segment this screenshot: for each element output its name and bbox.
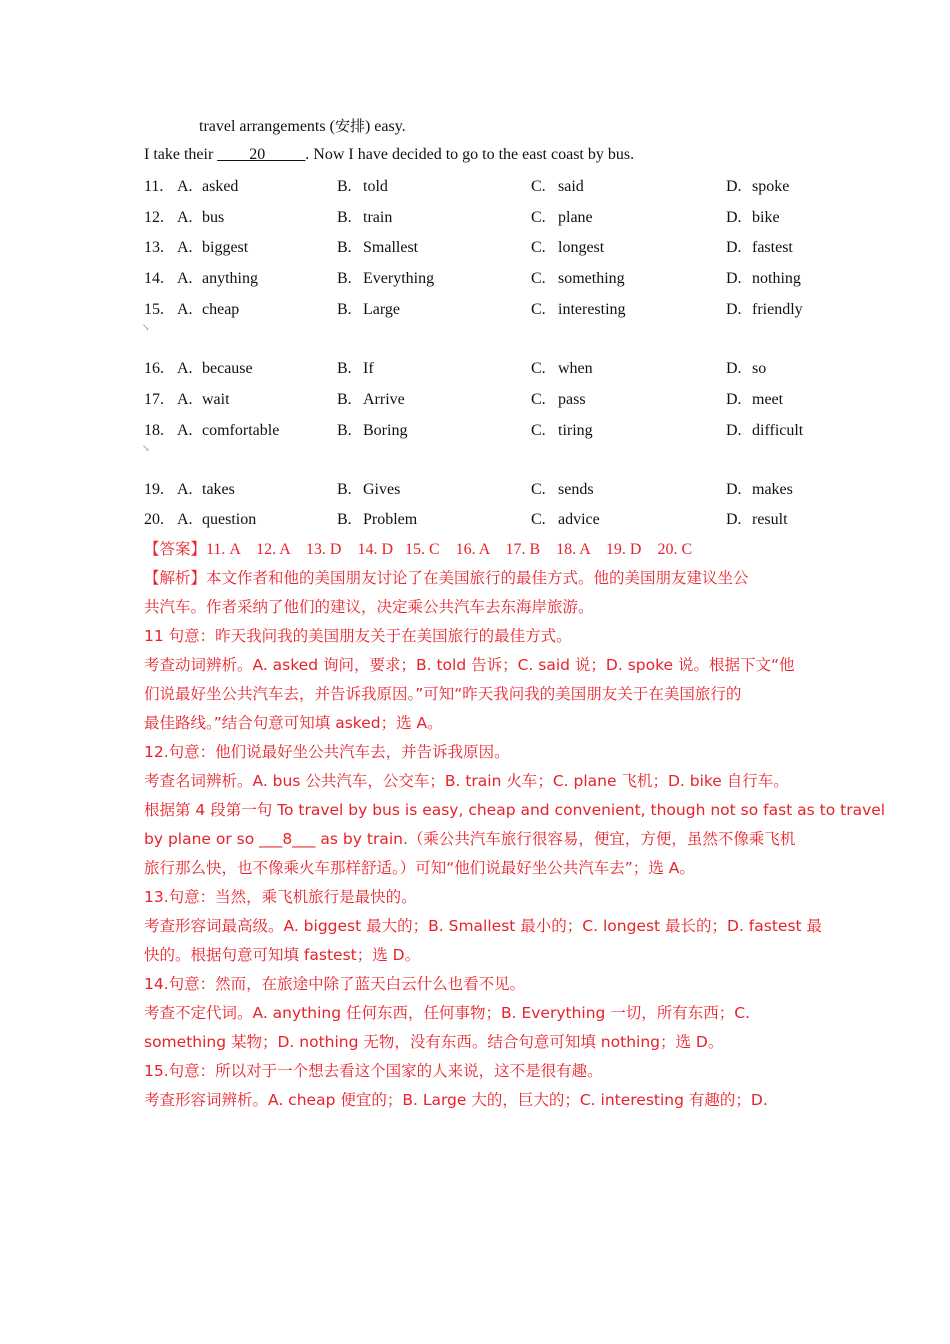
q14-analysis: something 某物；D. nothing 无物，没有东西。结合句意可知填 nothing；选 D。	[144, 1033, 724, 1051]
option-label-a: A.	[177, 511, 193, 528]
passage-text: I take their	[144, 146, 218, 163]
option-label-c: C.	[531, 511, 546, 528]
question-number: 13.	[144, 239, 164, 256]
option-d: spoke	[752, 178, 790, 195]
option-label-a: A.	[177, 270, 193, 287]
q11-analysis: 考查动词辨析。A. asked 询问，要求；B. told 告诉；C. said 说；D. spoke 说。根据下文“他	[144, 656, 795, 674]
passage-text: ) easy.	[364, 118, 406, 135]
q15-meaning: 15.句意：所以对于一个想去看这个国家的人来说，这不是很有趣。	[144, 1062, 603, 1080]
q12-analysis: 根据第 4 段第一句 To travel by bus is easy, cheap and convenient, though not so fast as to travel	[144, 801, 886, 819]
option-label-d: D.	[726, 178, 742, 195]
option-d: nothing	[752, 270, 801, 287]
q12-analysis: 旅行那么快，也不像乘火车那样舒适。）可知“他们说最好坐公共汽车去”；选 A。	[144, 859, 695, 877]
question-row	[144, 299, 844, 321]
option-label-b: B.	[337, 481, 352, 498]
question-row	[144, 479, 844, 501]
option-label-c: C.	[531, 422, 546, 439]
option-label-b: B.	[337, 209, 352, 226]
option-label-a: A.	[177, 209, 193, 226]
option-a: bus	[202, 209, 225, 226]
option-b: Boring	[363, 422, 408, 439]
option-label-b: B.	[337, 178, 352, 195]
option-label-b: B.	[337, 270, 352, 287]
option-d: result	[752, 511, 788, 528]
option-a: asked	[202, 178, 239, 195]
option-label-a: A.	[177, 239, 193, 256]
option-c: something	[558, 270, 625, 287]
option-a: wait	[202, 391, 230, 408]
option-label-b: B.	[337, 239, 352, 256]
option-label-d: D.	[726, 481, 742, 498]
blank-20: ____20_____	[217, 146, 306, 163]
option-label-d: D.	[726, 511, 742, 528]
option-label-b: B.	[337, 422, 352, 439]
q11-analysis: 们说最好坐公共汽车去，并告诉我原因。”可知“昨天我问我的美国朋友关于在美国旅行的	[144, 685, 742, 703]
option-label-c: C.	[531, 239, 546, 256]
option-a: comfortable	[202, 422, 280, 439]
passage-line-2	[144, 145, 634, 165]
option-label-c: C.	[531, 301, 546, 318]
question-row	[144, 509, 844, 531]
analysis-tag: 【解析】	[144, 569, 207, 587]
option-c: tiring	[558, 422, 593, 439]
option-d: bike	[752, 209, 780, 226]
option-c: sends	[558, 481, 594, 498]
option-b: Smallest	[363, 239, 419, 256]
option-d: makes	[752, 481, 793, 498]
passage-line-1	[199, 116, 406, 137]
option-c: interesting	[558, 301, 626, 318]
passage-text: travel arrangements (	[199, 118, 335, 135]
q14-meaning: 14.句意：然而，在旅途中除了蓝天白云什么也看不见。	[144, 975, 526, 993]
question-row	[144, 358, 844, 380]
option-c: longest	[558, 239, 605, 256]
passage-text-cn: 安排	[334, 117, 365, 135]
q11-analysis: 最佳路线。”结合句意可知填 asked；选 A。	[144, 714, 443, 732]
question-number: 15.	[144, 301, 164, 318]
paragraph-mark: ↘	[142, 443, 150, 453]
option-a: because	[202, 360, 253, 377]
option-label-d: D.	[726, 391, 742, 408]
option-c: advice	[558, 511, 600, 528]
q12-analysis: by plane or so ___8___ as by train.（乘公共汽车旅行很容易，便宜，方便，虽然不像乘飞机	[144, 830, 796, 848]
question-number: 16.	[144, 360, 164, 377]
option-label-a: A.	[177, 301, 193, 318]
option-label-d: D.	[726, 270, 742, 287]
question-row	[144, 207, 844, 229]
option-b: told	[363, 178, 388, 195]
option-label-b: B.	[337, 511, 352, 528]
option-b: train	[363, 209, 393, 226]
option-b: Problem	[363, 511, 418, 528]
option-b: If	[363, 360, 374, 377]
option-label-a: A.	[177, 391, 193, 408]
option-label-a: A.	[177, 178, 193, 195]
option-label-c: C.	[531, 360, 546, 377]
passage-text: . Now I have decided to go to the east coast by bus.	[305, 146, 635, 163]
q13-analysis: 快的。根据句意可知填 fastest；选 D。	[144, 946, 421, 964]
option-b: Gives	[363, 481, 401, 498]
answer-text: 11. A 12. A 13. D 14. D 15. C 16. A 17. B 18. A 19. D 20. C	[206, 541, 693, 558]
option-label-c: C.	[531, 481, 546, 498]
q13-meaning: 13.句意：当然，乘飞机旅行是最快的。	[144, 888, 417, 906]
option-label-c: C.	[531, 391, 546, 408]
option-c: pass	[558, 391, 586, 408]
question-number: 19.	[144, 481, 164, 498]
question-number: 14.	[144, 270, 164, 287]
analysis-text: 本文作者和他的美国朋友讨论了在美国旅行的最佳方式。他的美国朋友建议坐公	[206, 569, 749, 587]
option-b: Arrive	[363, 391, 405, 408]
question-row	[144, 389, 844, 411]
question-row	[144, 237, 844, 259]
option-b: Everything	[363, 270, 435, 287]
option-d: so	[752, 360, 767, 377]
q12-meaning: 12.句意：他们说最好坐公共汽车去，并告诉我原因。	[144, 743, 510, 761]
question-row	[144, 420, 844, 442]
option-label-d: D.	[726, 301, 742, 318]
option-label-a: A.	[177, 481, 193, 498]
question-number: 18.	[144, 422, 164, 439]
question-number: 17.	[144, 391, 164, 408]
option-b: Large	[363, 301, 401, 318]
question-number: 12.	[144, 209, 164, 226]
option-c: when	[558, 360, 593, 377]
option-c: plane	[558, 209, 593, 226]
question-row	[144, 268, 844, 290]
option-a: anything	[202, 270, 258, 287]
question-number: 11.	[144, 178, 164, 195]
option-d: meet	[752, 391, 784, 408]
question-row	[144, 176, 844, 198]
option-a: question	[202, 511, 257, 528]
option-label-d: D.	[726, 239, 742, 256]
option-label-c: C.	[531, 178, 546, 195]
answer-line	[144, 535, 814, 564]
option-label-b: B.	[337, 301, 352, 318]
option-label-a: A.	[177, 422, 193, 439]
option-label-c: C.	[531, 209, 546, 226]
analysis-text: 共汽车。作者采纳了他们的建议，决定乘公共汽车去东海岸旅游。	[144, 598, 594, 616]
q11-meaning: 11 句意：昨天我问我的美国朋友关于在美国旅行的最佳方式。	[144, 627, 572, 645]
q14-analysis: 考查不定代词。A. anything 任何东西，任何事物；B. Everything 一切，所有东西；C.	[144, 1004, 751, 1022]
option-label-d: D.	[726, 360, 742, 377]
question-number: 20.	[144, 511, 164, 528]
option-label-d: D.	[726, 422, 742, 439]
option-label-b: B.	[337, 360, 352, 377]
option-label-a: A.	[177, 360, 193, 377]
option-d: difficult	[752, 422, 804, 439]
option-a: takes	[202, 481, 235, 498]
q15-analysis: 考查形容词辨析。A. cheap 便宜的；B. Large 大的，巨大的；C. interesting 有趣的；D.	[144, 1091, 768, 1109]
option-label-c: C.	[531, 270, 546, 287]
q12-analysis: 考查名词辨析。A. bus 公共汽车，公交车；B. train 火车；C. plane 飞机；D. bike 自行车。	[144, 772, 789, 790]
option-label-d: D.	[726, 209, 742, 226]
option-d: fastest	[752, 239, 793, 256]
option-c: said	[558, 178, 584, 195]
q13-analysis: 考查形容词最高级。A. biggest 最大的；B. Smallest 最小的；C. longest 最长的；D. fastest 最	[144, 917, 823, 935]
option-d: friendly	[752, 301, 803, 318]
option-label-b: B.	[337, 391, 352, 408]
option-a: cheap	[202, 301, 240, 318]
paragraph-mark: ↘	[142, 322, 150, 332]
option-a: biggest	[202, 239, 249, 256]
analysis-line	[144, 564, 814, 593]
answer-tag: 【答案】	[144, 540, 207, 558]
